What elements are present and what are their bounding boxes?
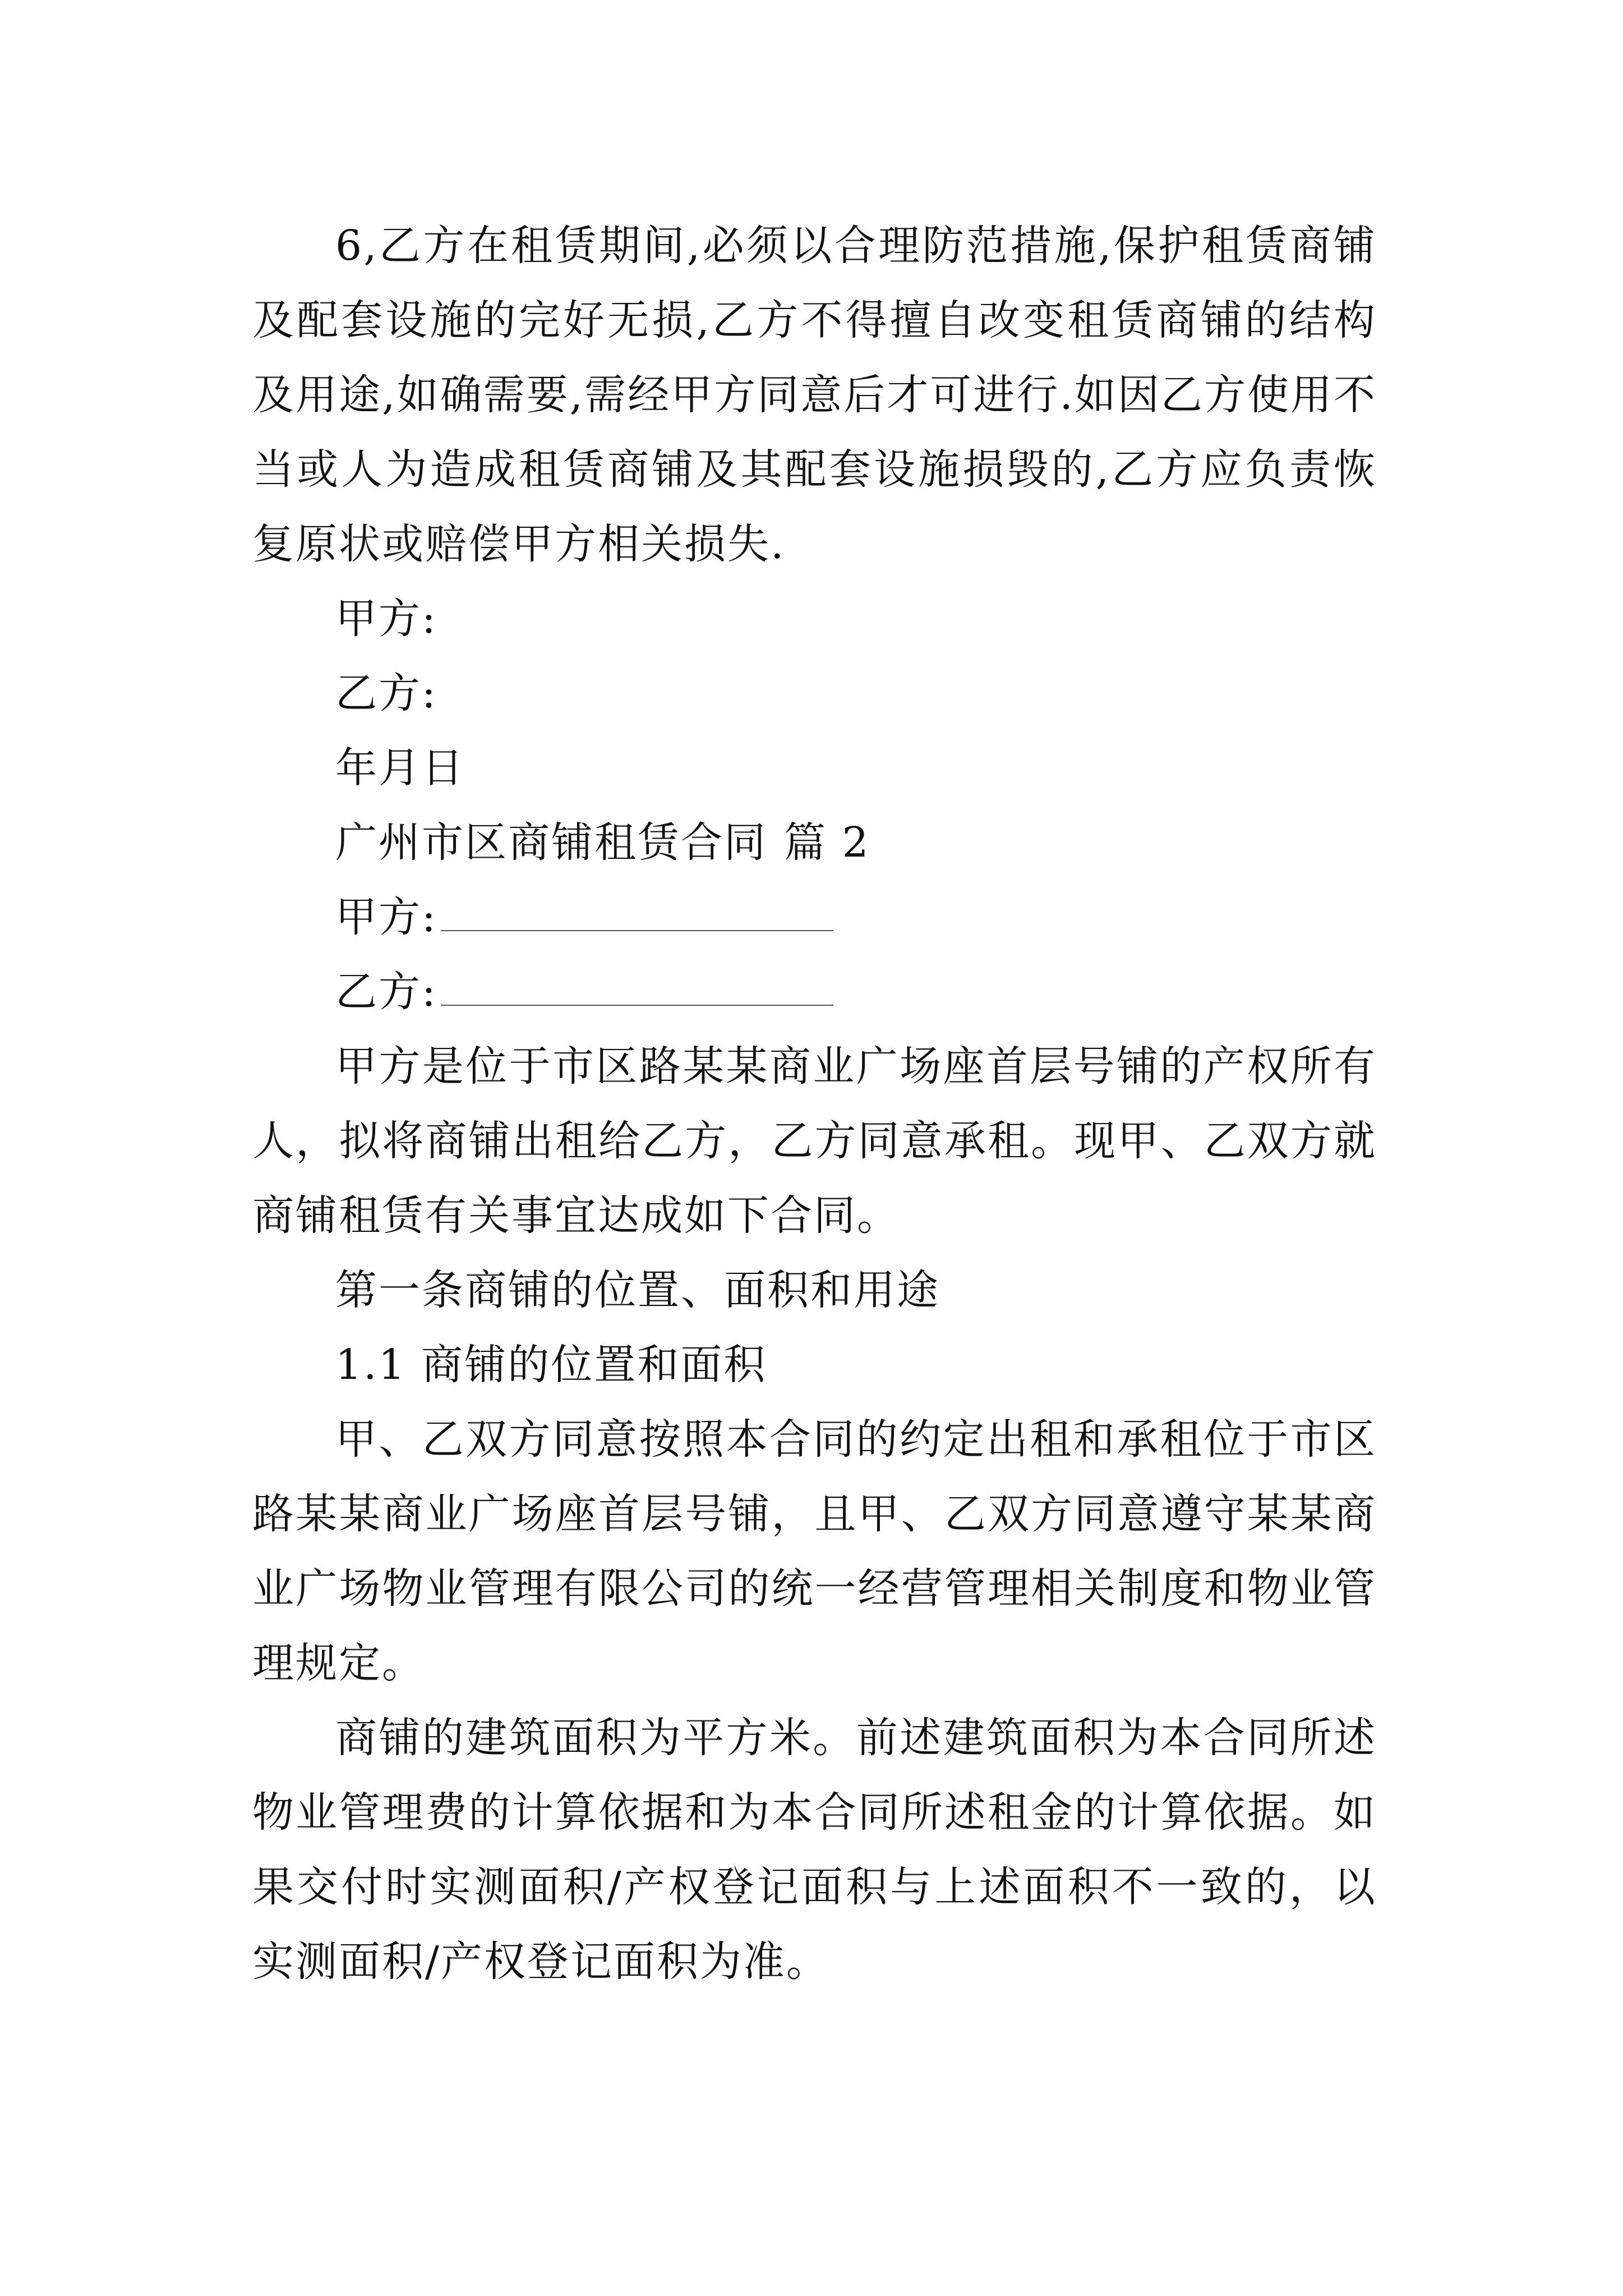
signature-party-a: 甲方: bbox=[335, 595, 437, 643]
contract-2-title bbox=[252, 806, 1377, 880]
document-body bbox=[252, 209, 1377, 1999]
party-b-line bbox=[252, 955, 1377, 1029]
article-1-heading: 第一条商铺的位置、面积和用途 bbox=[335, 1266, 940, 1314]
party-a-blank bbox=[441, 895, 833, 931]
party-a-line bbox=[252, 880, 1377, 955]
party-b-label: 乙方: bbox=[335, 968, 437, 1016]
signature-date: 年月日 bbox=[335, 744, 465, 792]
section-1-1-paragraph-2: 商铺的建筑面积为平方米。前述建筑面积为本合同所述物业管理费的计算依据和为本合同所述租金的计算依据。如果交付时实测面积/产权登记面积与上述面积不一致的，以实测面积/产权登记面积为准。 bbox=[252, 1714, 1377, 1986]
clause-6-paragraph: 6,乙方在租赁期间,必须以合理防范措施,保护租赁商铺及配套设施的完好无损,乙方不得擅自改变租赁商铺的结构及用途,如确需要,需经甲方同意后才可进行.如因乙方使用不当或人为造成租赁商铺及其配套设施损毁的,乙方应负责恢复原状或赔偿甲方相关损失. bbox=[252, 222, 1377, 568]
contract-2-title-main: 广州市区商铺租赁合同 bbox=[335, 818, 767, 867]
section-1-1-heading: 1.1 商铺的位置和面积 bbox=[335, 1341, 767, 1389]
section-1-1-paragraph-1: 甲、乙双方同意按照本合同的约定出租和承租位于市区路某某商业广场座首层号铺，且甲、乙双方同意遵守某某商业广场物业管理有限公司的统一经营管理相关制度和物业管理规定。 bbox=[252, 1415, 1377, 1687]
intro-paragraph: 甲方是位于市区路某某商业广场座首层号铺的产权所有人，拟将商铺出租给乙方，乙方同意承租。现甲、乙双方就商铺租赁有关事宜达成如下合同。 bbox=[252, 1042, 1377, 1240]
signature-party-b: 乙方: bbox=[335, 669, 437, 717]
party-b-blank bbox=[441, 970, 833, 1006]
party-a-label: 甲方: bbox=[335, 893, 437, 941]
contract-2-title-suffix: 篇 2 bbox=[784, 818, 870, 867]
